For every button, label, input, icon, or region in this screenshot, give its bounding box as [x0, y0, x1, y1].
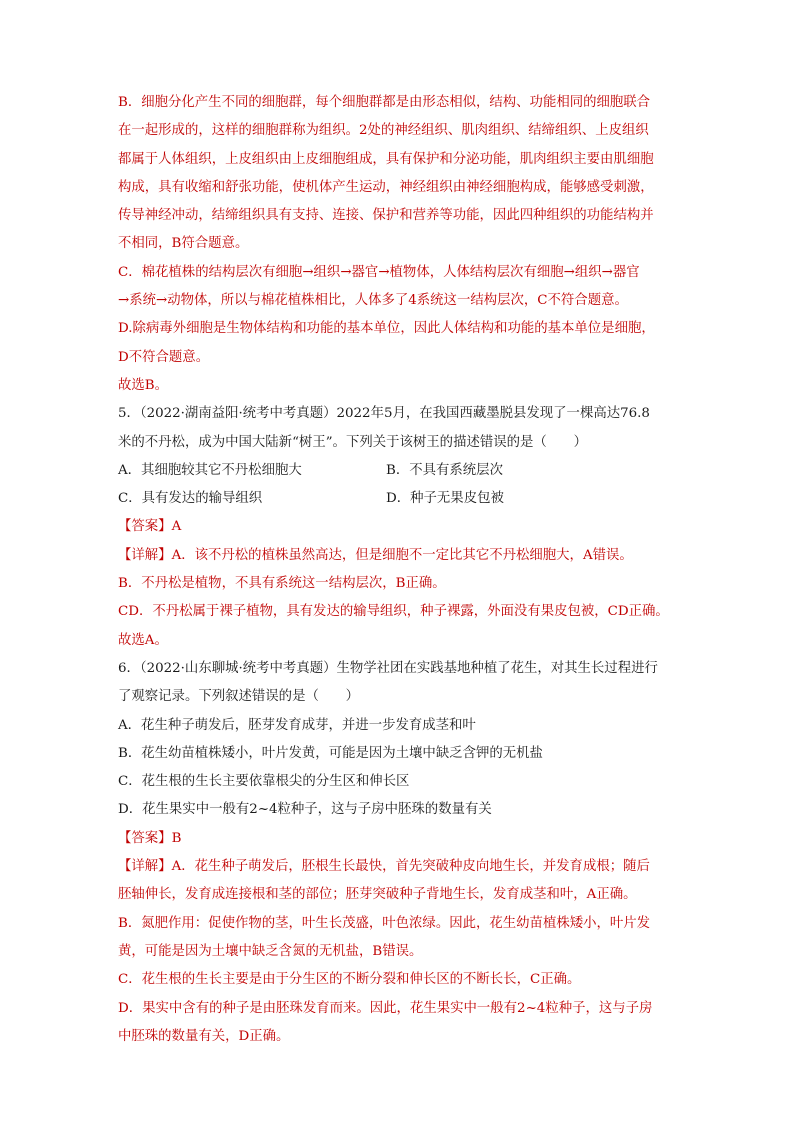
q6-detail-line-4: C．花生根的生长主要是由于分生区的不断分裂和伸长区的不断长长，C正确。	[118, 972, 581, 988]
q6-detail-line-3: 黄，可能是因为土壤中缺乏含氮的无机盐，B错误。	[118, 943, 423, 959]
q6-detail-first-text: A．花生种子萌发后，胚根生长最快，首先突破种皮向地生长，并发育成根；随后	[171, 859, 650, 875]
q5-detail-tag: 【详解】	[118, 547, 172, 563]
prev-b-line-5: 传导神经冲动，结缔组织具有支持、连接、保护和营养等功能，因此四种组织的功能结构并	[118, 208, 654, 224]
q5-option-d: D．种子无果皮包被	[386, 491, 504, 507]
q5-answer-value: A	[171, 519, 182, 535]
q5-stem-line-2: 米的不丹松，成为中国大陆新“树王”。下列关于该树王的描述错误的是（ ）	[118, 434, 587, 450]
q5-detail-line-2: CD．不丹松属于裸子植物，具有发达的输导组织，种子裸露，外面没有果皮包被，CD正确。	[118, 604, 669, 620]
q5-detail-line-1: B．不丹松是植物，不具有系统这一结构层次，B正确。	[118, 576, 446, 592]
q5-options-row-2	[118, 485, 678, 513]
prev-b-line-2: 在一起形成的，这样的细胞群称为组织。2处的神经组织、肌肉组织、结缔组织、上皮组织	[118, 123, 649, 139]
q5-option-a: A．其细胞较其它不丹松细胞大	[118, 462, 302, 478]
prev-d-line-2: D不符合题意。	[118, 349, 210, 365]
q6-stem-line-2: 了观察记录。下列叙述错误的是（ ）	[118, 689, 360, 705]
prev-conclusion: 故选B。	[118, 377, 169, 393]
q5-answer-tag: 【答案】	[118, 519, 172, 535]
q6-detail-first	[118, 853, 678, 881]
q6-option-a: A．花生种子萌发后，胚芽发育成芽，并进一步发育成茎和叶	[118, 717, 476, 733]
q6-answer-tag: 【答案】	[118, 830, 172, 846]
q5-detail-first-text: A．该不丹松的植株虽然高达，但是细胞不一定比其它不丹松细胞大，A错误。	[171, 547, 633, 563]
prev-c-line-2: →系统→动物体，所以与棉花植株相比，人体多了4系统这一结构层次，C不符合题意。	[118, 293, 628, 309]
q5-option-c: C．具有发达的输导组织	[118, 491, 263, 507]
q6-detail-line-2: B．氮肥作用：促使作物的茎，叶生长茂盛，叶色浓绿。因此，花生幼苗植株矮小，叶片发	[118, 915, 651, 931]
prev-b-line-4: 构成，具有收缩和舒张功能，使机体产生运动，神经组织由神经细胞构成，能够感受刺激，	[118, 179, 654, 195]
q6-option-d: D．花生果实中一般有2~4粒种子，这与子房中胚珠的数量有关	[118, 802, 492, 818]
q5-detail-line-3: 故选A。	[118, 632, 168, 648]
q6-answer-value: B	[171, 830, 182, 846]
q5-stem-line-1: 5．（2022·湖南益阳·统考中考真题）2022年5月，在我国西藏墨脱县发现了一棵高达76.8	[118, 406, 650, 422]
q6-detail-line-5: D．果实中含有的种子是由胚珠发育而来。因此，花生果实中一般有2~4粒种子，这与子房	[118, 1000, 653, 1016]
page-content	[118, 89, 678, 1051]
q6-detail-tag: 【详解】	[118, 859, 172, 875]
q6-option-b: B．花生幼苗植株矮小，叶片发黄，可能是因为土壤中缺乏含钾的无机盐	[118, 745, 543, 761]
q6-answer	[118, 825, 678, 853]
q5-options-row-1	[118, 457, 678, 485]
prev-c-line-1: C．棉花植株的结构层次有细胞→组织→器官→植物体，人体结构层次有细胞→组织→器官	[118, 264, 640, 280]
prev-b-line-1: B．细胞分化产生不同的细胞群，每个细胞群都是由形态相似，结构、功能相同的细胞联合	[118, 95, 651, 110]
prev-b-line-6: 不相同，B符合题意。	[118, 236, 249, 252]
q5-detail-first	[118, 542, 678, 570]
q5-answer	[118, 513, 678, 541]
prev-b-line-3: 都属于人体组织，上皮组织由上皮细胞组成，具有保护和分泌功能，肌肉组织主要由肌细胞	[118, 151, 654, 167]
q5-option-b: B．不具有系统层次	[386, 462, 503, 478]
q6-detail-line-6: 中胚珠的数量有关，D正确。	[118, 1028, 290, 1044]
q6-option-c: C．花生根的生长主要依靠根尖的分生区和伸长区	[118, 774, 410, 790]
prev-d-line-1: D.除病毒外细胞是生物体结构和功能的基本单位，因此人体结构和功能的基本单位是细胞，	[118, 321, 655, 337]
q6-detail-line-1: 胚轴伸长，发育成连接根和茎的部位；胚芽突破种子背地生长，发育成茎和叶，A正确。	[118, 887, 637, 903]
q6-stem-line-1: 6．（2022·山东聊城·统考中考真题）生物学社团在实践基地种植了花生，对其生长过程进行	[118, 660, 658, 676]
